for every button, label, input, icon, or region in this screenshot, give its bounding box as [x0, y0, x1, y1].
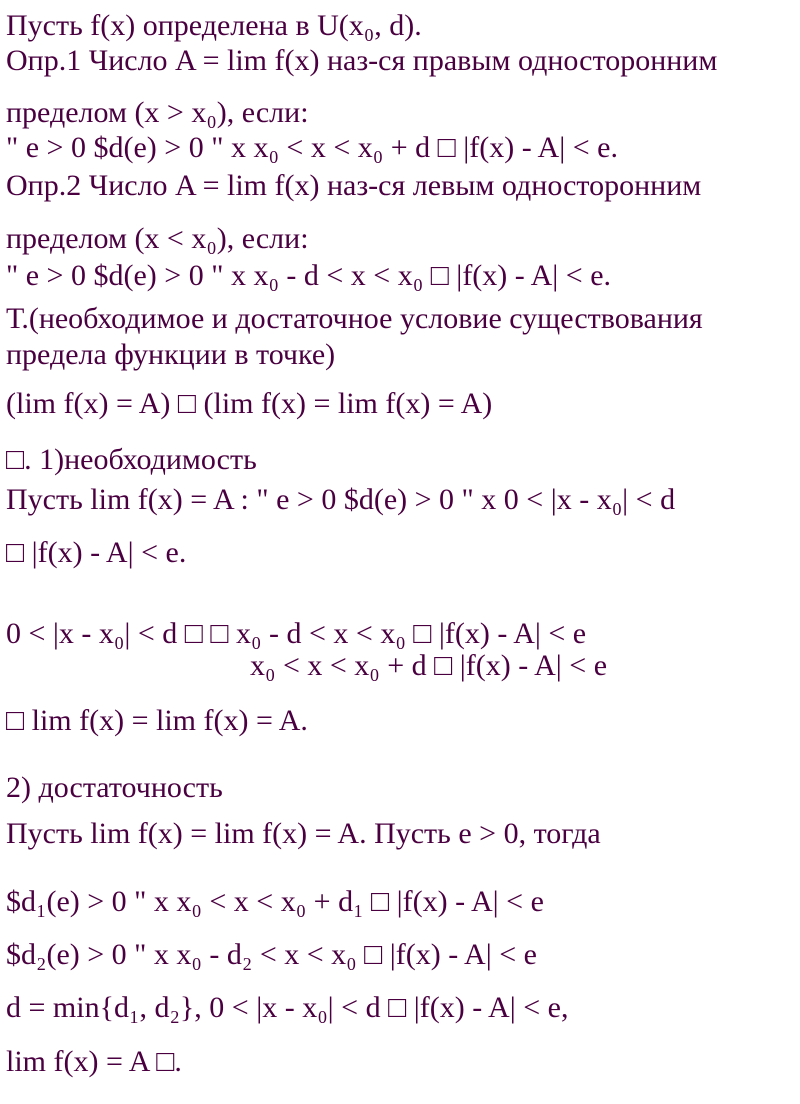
definition-2-line: Опр.2 Число A = lim f(x) наз-ся левым односторонним	[6, 169, 702, 202]
theorem-title: Т.(необходимое и достаточное условие существования	[6, 302, 703, 335]
sufficiency-conclusion: lim f(x) = A □.	[6, 1045, 182, 1078]
definition-1-line: Опр.1 Число A = lim f(x) наз-ся правым односторонним	[6, 44, 718, 77]
intro-line: Пусть f(x) определена в U(x₀, d).	[6, 9, 422, 42]
necessity-conclusion: □ lim f(x) = lim f(x) = A.	[6, 704, 308, 737]
sufficiency-combined-condition: d = min{d₁, d₂}, 0 < |x - x₀| < d □ |f(x) - A| < e,	[6, 991, 569, 1024]
sufficiency-assumption: Пусть lim f(x) = lim f(x) = A. Пусть e > 0, тогда	[6, 817, 601, 850]
theorem-title-continuation: предела функции в точке)	[6, 338, 336, 371]
definition-2-continuation: пределом (x < x₀), если:	[6, 222, 309, 255]
necessity-assumption: Пусть lim f(x) = A : " e > 0 $d(e) > 0 " x 0 < |x - x₀| < d	[6, 483, 676, 516]
definition-1-condition: " e > 0 $d(e) > 0 " x x₀ < x < x₀ + d □ |f(x) - A| < e.	[6, 131, 618, 164]
definition-2-condition: " e > 0 $d(e) > 0 " x x₀ - d < x < x₀ □ |f(x) - A| < e.	[6, 259, 612, 292]
sufficiency-right-limit: $d₁(e) > 0 " x x₀ < x < x₀ + d₁ □ |f(x) - A| < e	[6, 885, 544, 918]
necessity-system-lead: 0 < |x - x₀| < d □ □ x₀ - d < x < x₀ □ |f(x) - A| < e	[6, 617, 587, 650]
necessity-system-second-line: x₀ < x < x₀ + d □ |f(x) - A| < e	[250, 649, 608, 682]
necessity-heading: □. 1)необходимость	[6, 443, 257, 476]
definition-1-continuation: пределом (x > x₀), если:	[6, 96, 309, 129]
sufficiency-left-limit: $d₂(e) > 0 " x x₀ - d₂ < x < x₀ □ |f(x) - A| < e	[6, 938, 537, 971]
sufficiency-heading: 2) достаточность	[6, 771, 223, 804]
necessity-implication: □ |f(x) - A| < e.	[6, 536, 187, 569]
theorem-statement: (lim f(x) = A) □ (lim f(x) = lim f(x) = A)	[6, 387, 493, 420]
